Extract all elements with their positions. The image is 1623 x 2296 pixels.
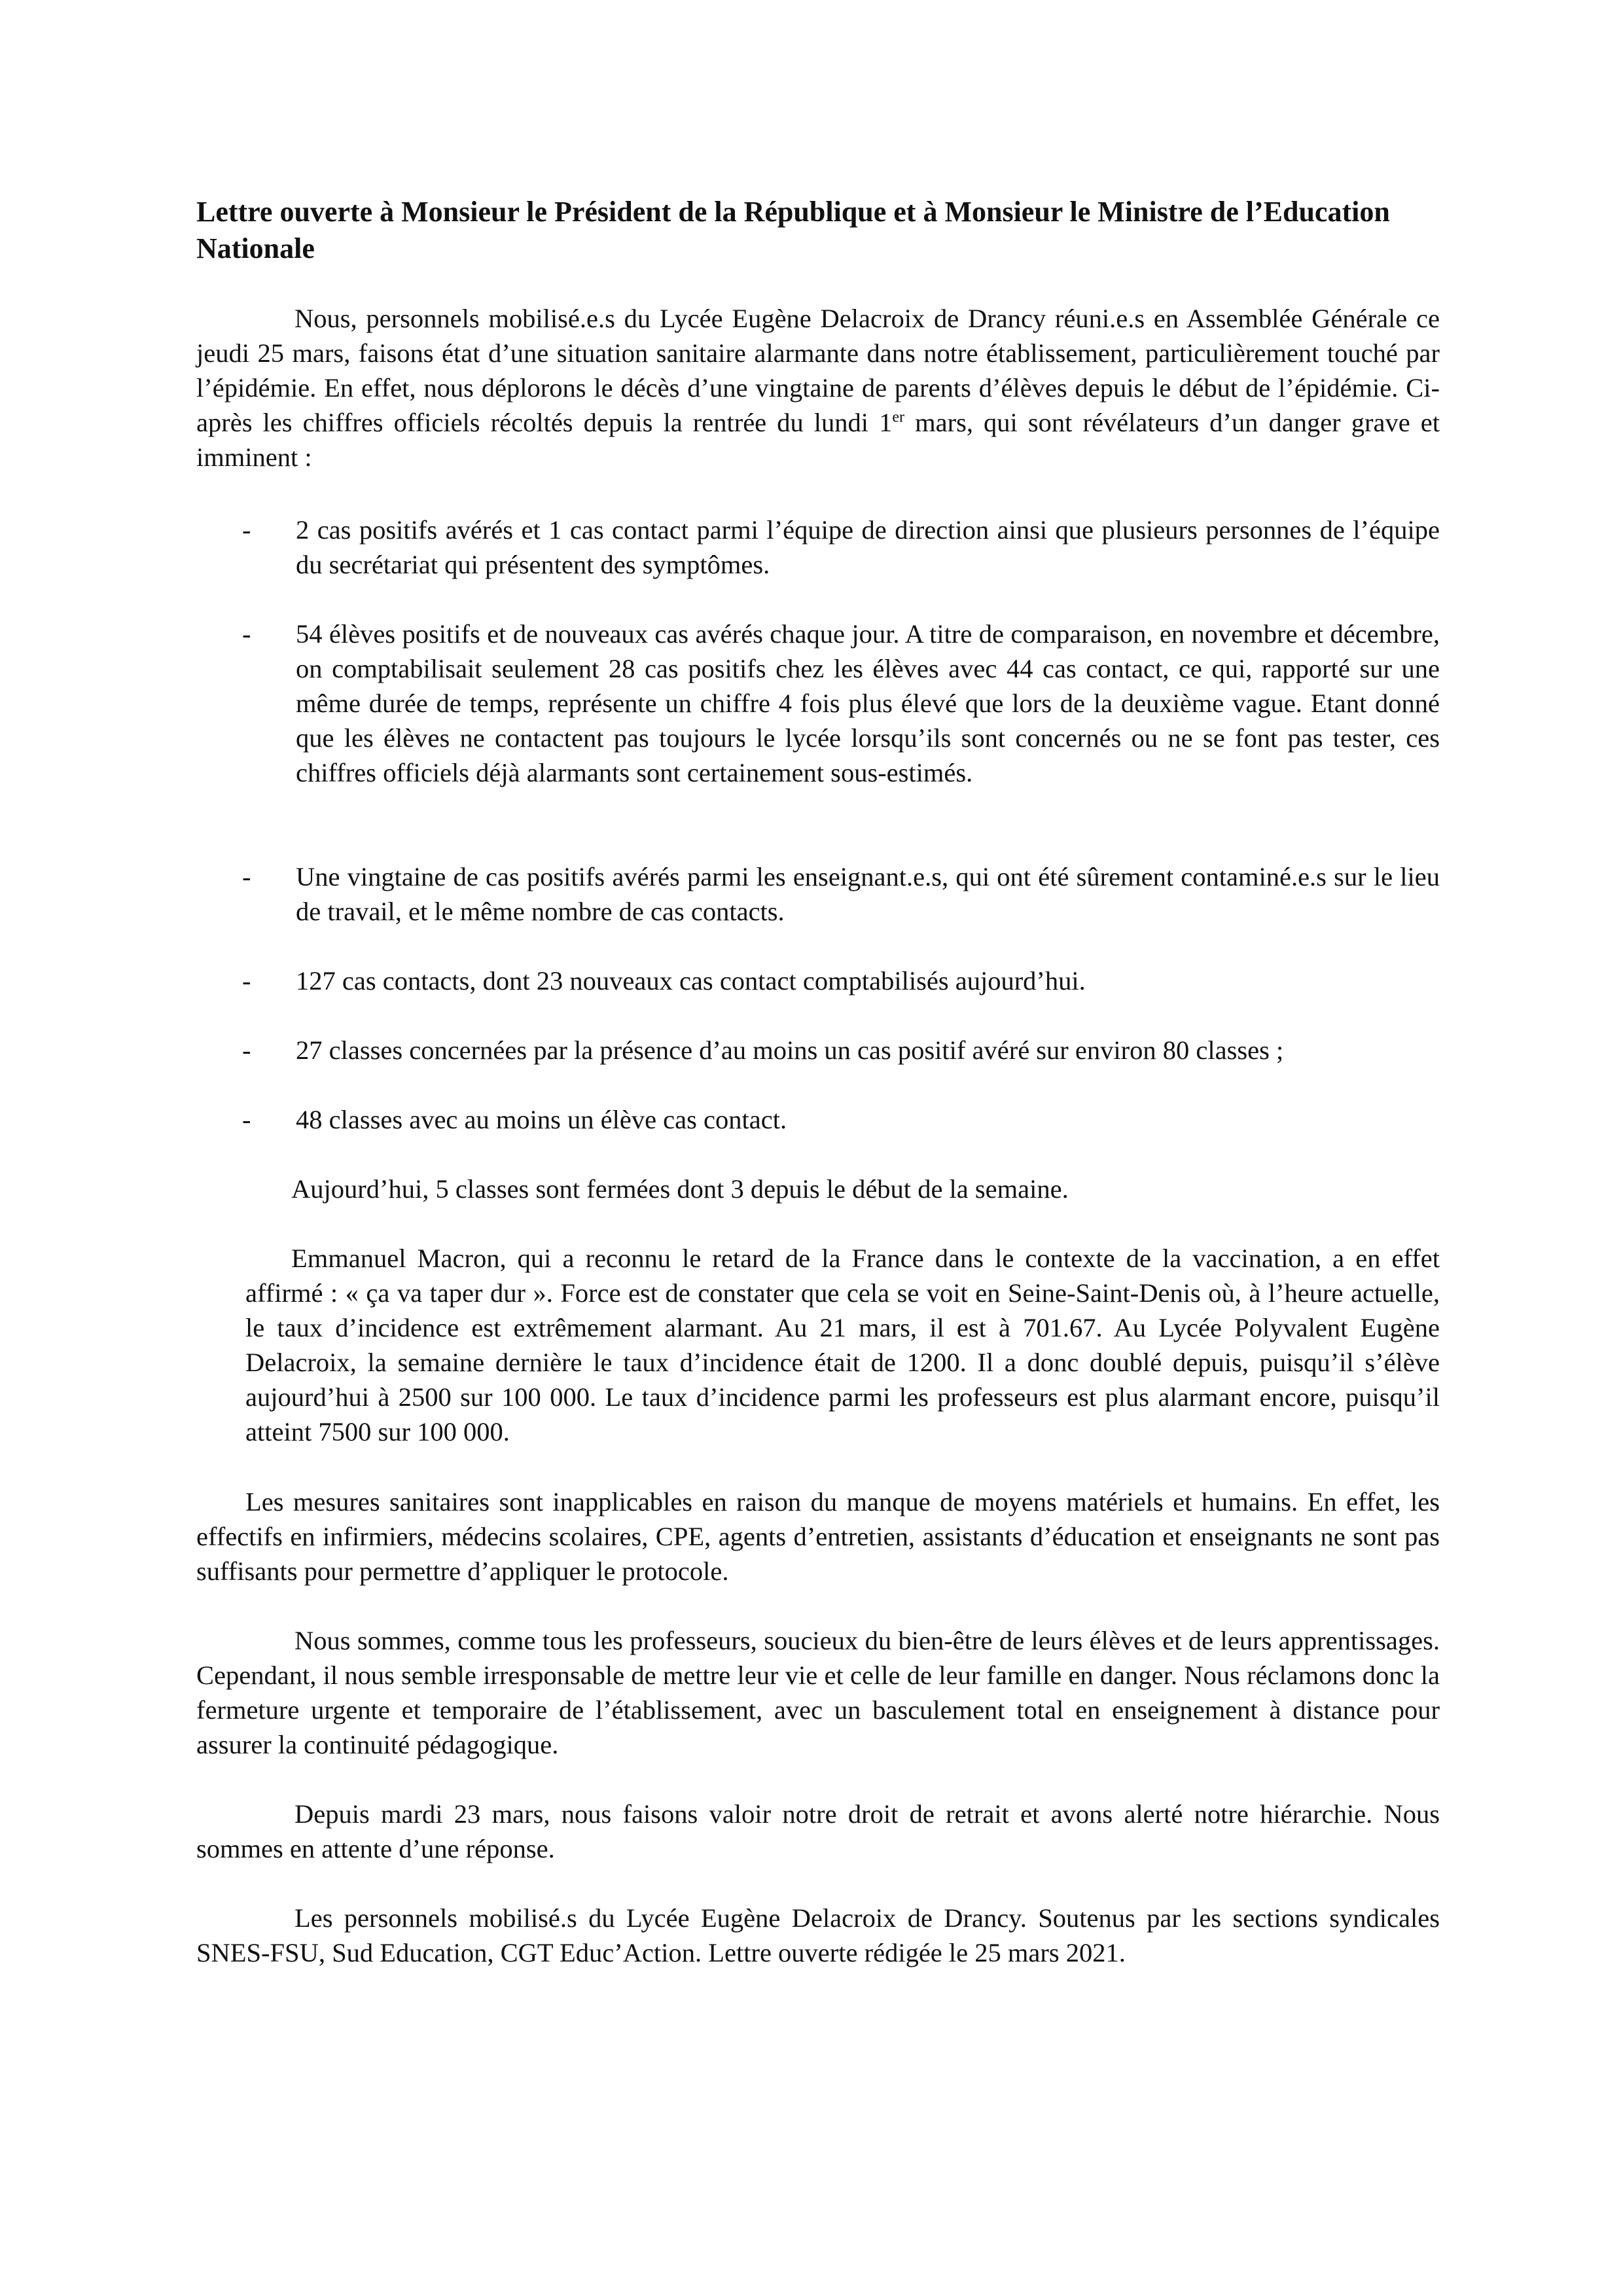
incidence-paragraph: Emmanuel Macron, qui a reconnu le retard de la France dans le contexte de la vaccination, a en effet affirmé : « ça va taper dur ». Force est de constater que cela se voit en Seine-Saint-Denis où, à l’heure actuelle, le taux d’incidence est extrêmement alarmant. Au 21 mars, il est à 701.67. Au Lycée Polyvalent Eugène Delacroix, la semaine dernière le taux d’incidence était de 1200. Il a donc doublé depuis, puisqu’il s’élève aujourd’hui à 2500 sur 100 000. Le taux d’incidence parmi les professeurs est plus alarmant encore, puisqu’il atteint 7500 sur 100 000. bbox=[245, 1244, 1440, 1446]
list-item-text: 48 classes avec au moins un élève cas contact. bbox=[296, 1105, 787, 1134]
list-item bbox=[242, 859, 1440, 929]
bullet-dash: - bbox=[242, 1035, 251, 1065]
demands-paragraph: Nous sommes, comme tous les professeurs, soucieux du bien-être de leurs élèves et de leurs apprentissages. Cependant, il nous semble irresponsable de mettre leur vie et celle de leur famille en danger. Nous réclamons donc la fermeture urgente et temporaire de l’établissement, avec un basculement total en enseignement à distance pour assurer la continuité pédagogique. bbox=[196, 1626, 1440, 1759]
list-item-text: 2 cas positifs avérés et 1 cas contact parmi l’équipe de direction ainsi que plusieurs personnes de l’équipe du secrétariat qui présentent des symptômes. bbox=[296, 515, 1440, 579]
list-item bbox=[242, 1102, 1440, 1137]
measures-paragraph: Les mesures sanitaires sont inapplicables en raison du manque de moyens matériels et humains. En effet, les effectifs en infirmiers, médecins scolaires, CPE, agents d’entretien, assistants d’éducation et enseignants ne sont pas suffisants pour permettre d’appliquer le protocole. bbox=[196, 1487, 1440, 1586]
bullet-dash: - bbox=[242, 862, 251, 891]
intro-paragraph bbox=[196, 301, 1440, 475]
bullet-dash: - bbox=[242, 1105, 251, 1134]
retrait-paragraph: Depuis mardi 23 mars, nous faisons valoir notre droit de retrait et avons alerté notre hiérarchie. Nous sommes en attente d’une réponse. bbox=[196, 1799, 1440, 1863]
letter-title: Lettre ouverte à Monsieur le Président de la République et à Monsieur le Ministre de l’Education Nationale bbox=[196, 196, 1390, 264]
list-item bbox=[242, 963, 1440, 998]
bullet-dash: - bbox=[242, 515, 251, 545]
list-item bbox=[242, 512, 1440, 582]
list-item bbox=[242, 1033, 1440, 1067]
list-item-text: 27 classes concernées par la présence d’au moins un cas positif avéré sur environ 80 classes ; bbox=[296, 1035, 1284, 1065]
list-item-text: 127 cas contacts, dont 23 nouveaux cas contact comptabilisés aujourd’hui. bbox=[296, 966, 1086, 996]
bullet-dash: - bbox=[242, 619, 251, 649]
intro-text-end: mars, qui sont révélateurs d’un danger grave et imminent : bbox=[196, 408, 1440, 472]
bullet-dash: - bbox=[242, 966, 251, 996]
list-item-text: Une vingtaine de cas positifs avérés parmi les enseignant.e.s, qui ont été sûrement contaminé.e.s sur le lieu de travail, et le même nombre de cas contacts. bbox=[296, 862, 1440, 926]
list-item-text: 54 élèves positifs et de nouveaux cas avérés chaque jour. A titre de comparaison, en novembre et décembre, on comptabilisait seulement 28 cas positifs chez les élèves avec 44 cas contact, ce qui, rapporté sur une même durée de temps, représente un chiffre 4 fois plus élevé que lors de la deuxième vague. Etant donné que les élèves ne contactent pas toujours le lycée lorsqu’ils sont concernés ou ne se font pas tester, ces chiffres officiels déjà alarmants sont certainement sous-estimés. bbox=[296, 619, 1440, 787]
closures-paragraph: Aujourd’hui, 5 classes sont fermées dont 3 depuis le début de la semaine. bbox=[291, 1174, 1069, 1204]
list-item bbox=[242, 617, 1440, 790]
intro-superscript: er bbox=[892, 408, 905, 426]
signature-paragraph: Les personnels mobilisé.s du Lycée Eugène Delacroix de Drancy. Soutenus par les sections syndicales SNES-FSU, Sud Education, CGT Educ’Action. Lettre ouverte rédigée le 25 mars 2021. bbox=[196, 1903, 1440, 1967]
intro-text: Nous, personnels mobilisé.e.s du Lycée Eugène Delacroix de Drancy réuni.e.s en Assemblée Générale ce jeudi 25 mars, faisons état d’une situation sanitaire alarmante dans notre établissement, particulièrement touché par l’épidémie. En effet, nous déplorons le décès d’une vingtaine de parents d’élèves depuis le début de l’épidémie. Ci-après les chiffres officiels récoltés depuis la rentrée du lundi 1 bbox=[196, 304, 1440, 437]
